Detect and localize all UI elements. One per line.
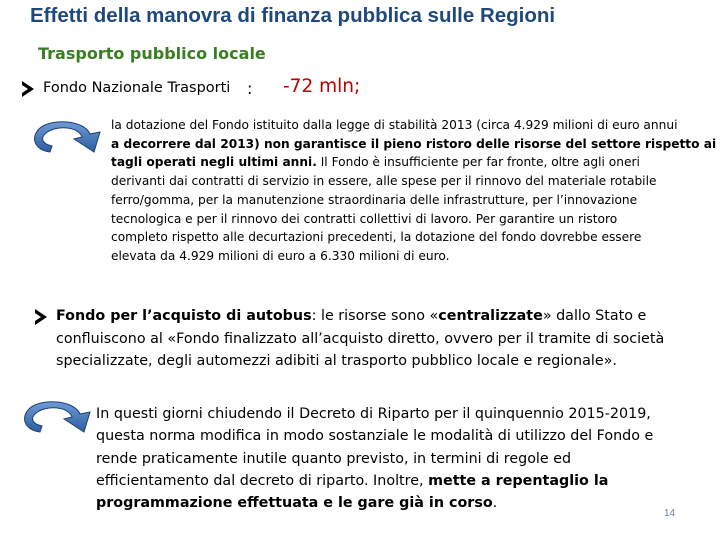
curved-arrow-icon [18,392,96,440]
page-number: 14 [664,508,676,519]
para1-text: Il Fondo è insufficiente per far fronte, oltre agli oneri [316,155,640,170]
para1-bold-text: tagli operati negli ultimi anni. [111,155,317,170]
para3-line: In questi giorni chiudendo il Decreto di Riparto per il quinquennio 2015-2019, [96,406,651,422]
para3-line-mixed [96,492,696,514]
bullet2-label: Fondo per l’acquisto di autobus [56,308,312,324]
para3-bold-text: mette a repentaglio la [428,472,609,489]
slide-subtitle: Trasporto pubblico locale [38,44,266,63]
bullet2-bold-word: centralizzate [438,308,543,324]
slide-title: Effetti della manovra di finanza pubblica sulle Regioni [30,4,556,27]
bullet-arrow-icon [35,309,47,325]
para1-line: elevata da 4.929 milioni di euro a 6.330 milioni di euro. [111,248,450,263]
conclusion-paragraph [96,403,696,514]
para3-line: rende praticamente inutile quanto previsto, in termini di regole ed [96,450,572,467]
bullet1-colon: : [247,79,253,98]
bullet2-line [56,305,706,328]
bullet2-line: confluiscono al «Fondo finalizzato all’acquisto diretto, ovvero per il tramite di società [56,330,665,347]
para1-line: la dotazione del Fondo istituito dalla legge di stabilità 2013 (circa 4.929 milioni di euro annui [111,118,678,132]
para1-bold-text: a decorrere dal 2013) non garantisce il pieno ristoro delle risorse del settore rispetto ai [111,136,717,151]
para1-line: completo rispetto alle decurtazioni precedenti, la dotazione del fondo dovrebbe essere [111,230,642,245]
bullet2-text [56,305,706,373]
para3-line: questa norma modifica in modo sostanziale le modalità di utilizzo del Fondo e [96,428,654,445]
para3-bold-text: programmazione effettuata e le gare già in corso [96,495,493,512]
para1-line: derivanti dai contratti di servizio in essere, alle spese per il rinnovo del materiale rotabile [111,174,657,189]
para1-line-mixed [111,153,691,172]
bullet2-line: specializzate, degli automezzi adibiti al trasporto pubblico locale e regionale». [56,353,617,369]
bullet1-paragraph [111,116,717,266]
bullet1-label: Fondo Nazionale Trasporti [43,80,231,96]
curved-arrow-icon [28,112,106,160]
bullet2-text-part: » dallo Stato e [542,308,647,324]
para3-line-mixed [96,470,696,492]
para3-text: . [492,495,498,512]
bullet1-value: -72 mln; [283,76,361,97]
para1-line: ferro/gomma, per la manutenzione straordinaria delle infrastrutture, per l’innovazione [111,192,638,207]
bullet2-text-part: : le risorse sono « [311,308,439,324]
para1-line-bold [111,135,717,154]
para1-line: tecnologica e per il rinnovo dei contratti collettivi di lavoro. Per garantire un ristoro [111,211,618,226]
bullet-arrow-icon [22,81,34,97]
para3-text: efficientamento dal decreto di riparto. Inoltre, [96,472,429,489]
